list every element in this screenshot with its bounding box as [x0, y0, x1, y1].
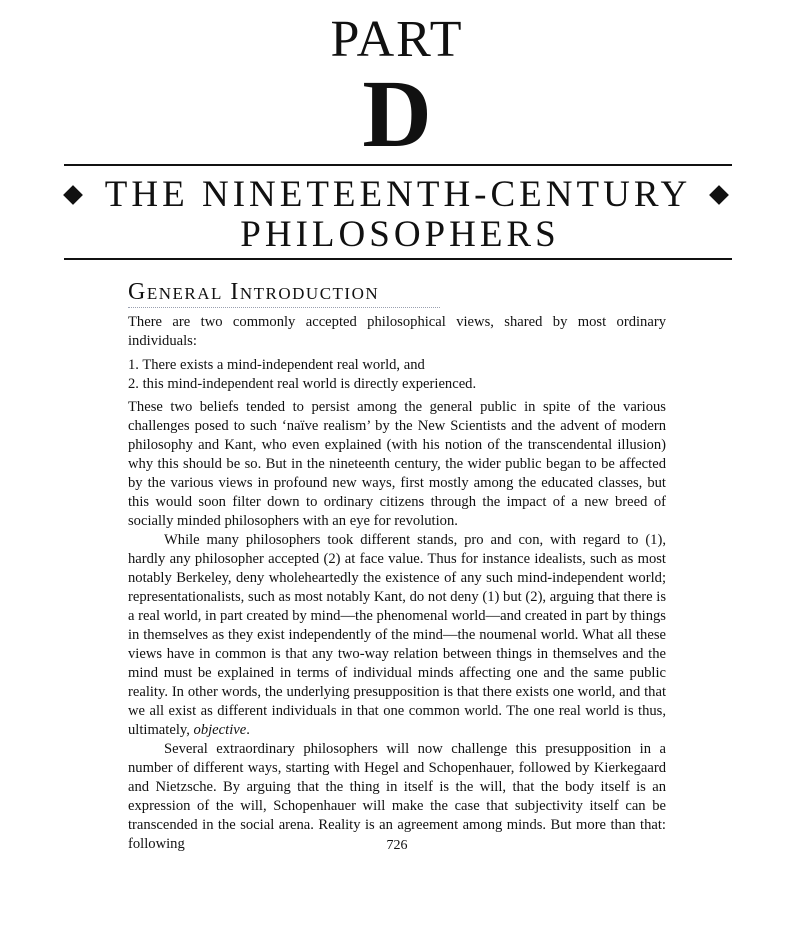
belief-list — [128, 356, 666, 394]
paragraph-2-text: While many philosophers took different stands, pro and con, with regard to (1), hardly any philosopher accepted (2) at face value. Thus for instance idealists, such as most notably Berkeley, deny wholeheartedly the existence of any such mind-independent world; representationalists, such as most notably Kant, do not deny (1) but (2), arguing that there is a real world, in part created by mind—the phenomenal world—and created in part by things in themselves as they exist independently of the mind—the noumenal world. What all these views have in common is that any two-way relation between things in themselves and the mind must be explained in terms of individual minds affecting one and the same public reality. In other words, the underlying presupposition is that there exists one world, and that we all exist as different individuals in that one common world. The one real world is thus, ultimately, — [128, 532, 666, 738]
top-rule — [64, 164, 732, 166]
list-item: 2. this mind-independent real world is directly experienced. — [128, 376, 477, 392]
paragraph-2-end: . — [246, 722, 250, 738]
part-letter: D — [362, 60, 432, 167]
body-text — [128, 313, 666, 854]
bottom-rule — [64, 258, 732, 260]
section-heading-rule — [128, 307, 440, 308]
part-title-line-2: PHILOSOPHERS — [240, 214, 560, 255]
list-item: 1. There exists a mind-independent real world, and — [128, 357, 425, 373]
emphasis-objective: objective — [193, 722, 247, 738]
part-title-line-1: THE NINETEENTH-CENTURY — [104, 174, 692, 215]
paragraph-1: These two beliefs tended to persist among the general public in spite of the various challenges posed to such ‘naïve realism’ by the New Scientists and the advent of modern philosophy and Kant, who even explained (with his notion of the transcendental illusion) why this should be so. But in the nineteenth century, the wider public began to be affected by the various views in profound new ways, first mostly among the educated classes, but this would soon filter down to ordinary citizens through the impact of a new breed of socially minded philosophers with an eye for revolution. — [128, 399, 666, 529]
paragraph-2 — [128, 531, 666, 740]
section-heading: General Introduction — [128, 279, 380, 305]
part-label: PART — [330, 11, 464, 68]
page-number: 726 — [386, 838, 408, 853]
paragraph-3: Several extraordinary philosophers will now challenge this presupposition in a number of different ways, starting with Hegel and Schopenhauer, followed by Kierkegaard and Nietzsche. By arguing that the thing in itself is the will, that the body itself is an expression of the will, Schopenhauer will make the case that subjectivity itself can be transcended in the social arena. Reality is an agreement among minds. But more than that: following — [128, 741, 666, 852]
intro-paragraph: There are two commonly accepted philosophical views, shared by most ordinary individuals: — [128, 314, 666, 349]
